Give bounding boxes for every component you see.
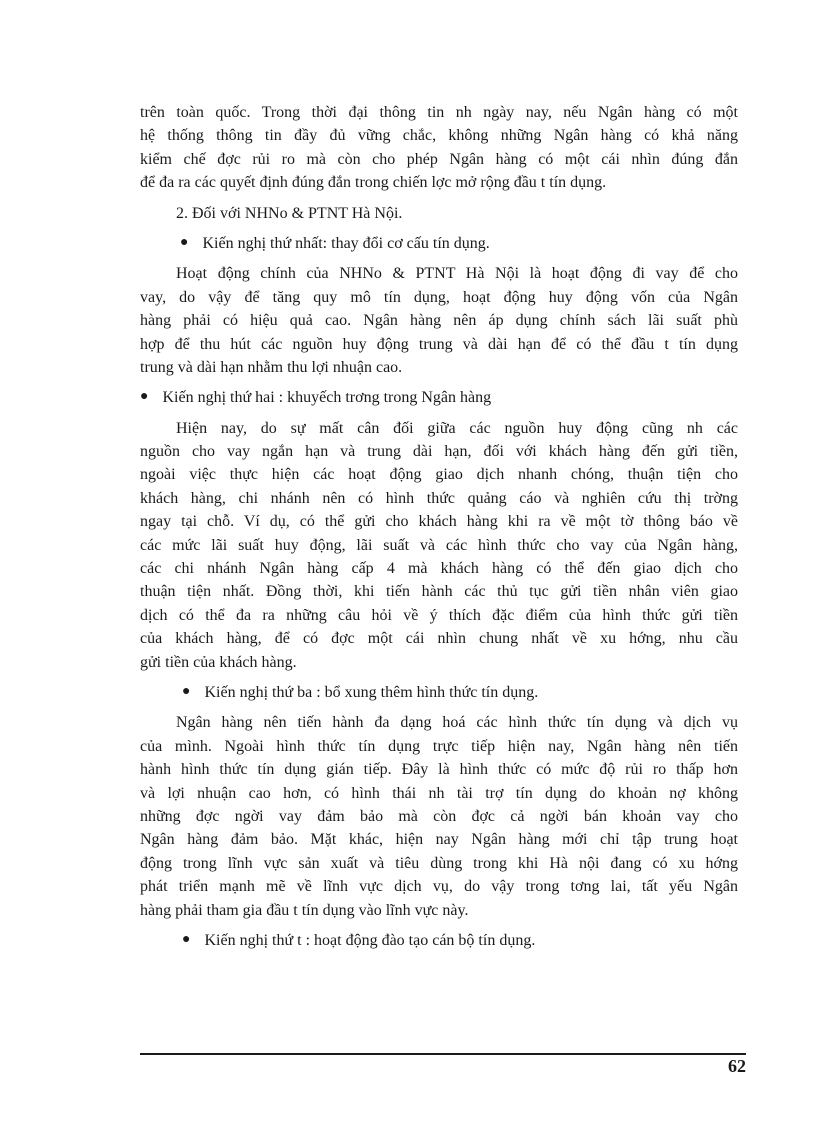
footer-rule xyxy=(140,1053,746,1055)
text-line: hàng phải tham gia đầu t tín dụng vào lĩnh vực này. xyxy=(140,901,469,919)
text-line: kiểm chế đợc rủi ro mà còn cho phép Ngân hàng có một cái nhìn đúng đắn xyxy=(140,150,738,168)
bullet-icon: ● xyxy=(182,931,191,947)
text-line: thuận tiện nhất. Đồng thời, khi tiến hành các thủ tục gửi tiền nhân viên giao xyxy=(140,583,738,601)
text-line: nguồn cho vay ngắn hạn và trung dài hạn, đối với khách hàng đến gửi tiền, xyxy=(140,443,738,461)
paragraph-recommendation-1 xyxy=(140,262,738,379)
text-line: của mình. Ngoài hình thức tín dụng trực tiếp hiện nay, Ngân hàng nên tiến xyxy=(140,737,738,755)
text-line: Hiện nay, do sự mất cân đối giữa các nguồn huy động cũng nh các xyxy=(176,419,738,437)
text-line: Ngân hàng đảm bảo. Mặt khác, hiện nay Ngân hàng mới chỉ tập trung hoạt xyxy=(140,831,738,849)
text-line: trên toàn quốc. Trong thời đại thông tin nh ngày nay, nếu Ngân hàng có một xyxy=(140,104,738,121)
recommendation-1 xyxy=(140,232,738,255)
text-line: gửi tiền của khách hàng. xyxy=(140,653,297,671)
text-line: hợp để thu hút các nguồn huy động trung và dài hạn để có thể đầu t tín dụng xyxy=(140,335,738,353)
body-text xyxy=(140,101,738,952)
text-line: động trong lĩnh vực sản xuất và tiêu dùng trong khi Hà nội đang có xu hớng xyxy=(140,854,738,872)
text-line: các mức lãi suất huy động, lãi suất và các hình thức cho vay của Ngân hàng, xyxy=(140,536,738,554)
page-number: 62 xyxy=(728,1056,746,1076)
text-line: hành hình thức tín dụng gián tiếp. Đây là hình thức có mức độ rủi ro thấp hơn xyxy=(140,761,738,779)
text-line: hệ thống thông tin đầy đủ vững chắc, không những Ngân hàng có khả năng xyxy=(140,127,738,145)
text-line: vay, do vậy để tăng quy mô tín dụng, hoạt động huy động vốn của Ngân xyxy=(140,288,738,306)
text-line: của khách hàng, để có đợc một cái nhìn chung nhất về xu hớng, nhu cầu xyxy=(140,630,738,648)
text-line: những đợc ngời vay đảm bảo mà còn đợc cả ngời bán khoản vay cho xyxy=(140,807,738,825)
bullet-icon: ● xyxy=(180,234,189,250)
recommendation-1-text: Kiến nghị thứ nhất: thay đổi cơ cấu tín dụng. xyxy=(202,234,490,252)
paragraph-intro xyxy=(140,101,738,195)
bullet-icon: ● xyxy=(182,683,191,699)
text-line: hàng phải có hiệu quả cao. Ngân hàng nên áp dụng chính sách lãi suất phù xyxy=(140,312,738,330)
text-line: dịch có thể đa ra những câu hỏi về ý thích đặc điểm của hình thức gửi tiền xyxy=(140,606,738,624)
text-line: phát triển mạnh mẽ về lĩnh vực dịch vụ, do vậy trong tơng lai, tất yếu Ngân xyxy=(140,878,738,896)
text-line: ngoài việc thực hiện các hoạt động giao dịch nhanh chóng, thuận tiện cho xyxy=(140,466,738,484)
text-line: Ngân hàng nên tiến hành đa dạng hoá các hình thức tín dụng và dịch vụ xyxy=(176,714,738,732)
recommendation-2 xyxy=(140,386,738,409)
recommendation-4 xyxy=(140,929,738,952)
section-heading-2: 2. Đối với NHNo & PTNT Hà Nội. xyxy=(176,204,403,222)
text-line: các chi nhánh Ngân hàng cấp 4 mà khách hàng có thể đến giao dịch cho xyxy=(140,560,738,578)
recommendation-3-text: Kiến nghị thứ ba : bổ xung thêm hình thức tín dụng. xyxy=(204,683,539,701)
text-line: ngay tại chỗ. Ví dụ, có thể gửi cho khách hàng khi ra về một tờ thông báo về xyxy=(140,513,738,531)
paragraph-recommendation-2 xyxy=(140,417,738,674)
recommendation-2-text: Kiến nghị thứ hai : khuyếch trơng trong Ngân hàng xyxy=(162,389,492,407)
recommendation-3 xyxy=(140,681,738,704)
text-line: Hoạt động chính của NHNo & PTNT Hà Nội là hoạt động đi vay để cho xyxy=(176,265,738,283)
paragraph-recommendation-3 xyxy=(140,711,738,922)
bullet-icon: ● xyxy=(140,389,149,405)
text-line: và lợi nhuận cao hơn, có hình thái nh tài trợ tín dụng do khoản nợ không xyxy=(140,784,738,802)
text-line: khách hàng, chi nhánh nên có hình thức quảng cáo và nghiên cứu thị trờng xyxy=(140,489,738,507)
text-line: trung và dài hạn nhằm thu lợi nhuận cao. xyxy=(140,358,403,376)
recommendation-4-text: Kiến nghị thứ t : hoạt động đào tạo cán bộ tín dụng. xyxy=(204,931,536,949)
text-line: để đa ra các quyết định đúng đắn trong chiến lợc mở rộng đầu t tín dụng. xyxy=(140,174,607,192)
